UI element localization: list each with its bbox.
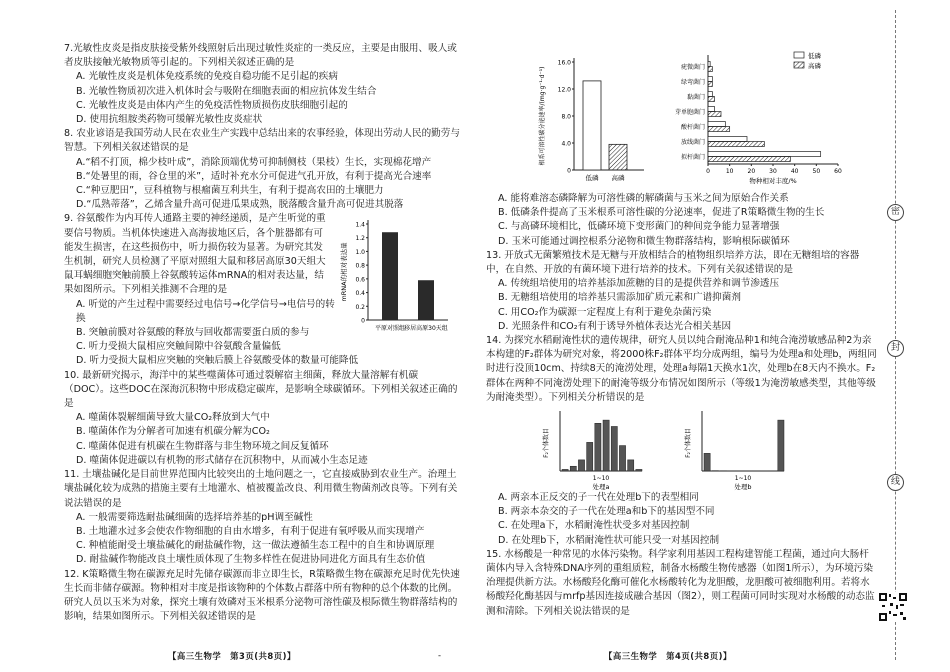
category-label: 平原对照组 — [374, 325, 406, 333]
question-12-figures — [486, 42, 878, 192]
question-10 — [64, 369, 460, 468]
question-8 — [64, 127, 460, 212]
bar — [708, 77, 712, 82]
category-label: 移居高原30天组 — [404, 325, 448, 333]
x-tick-label: 30 — [769, 168, 777, 175]
question-13-option-d: D. 光照条件和CO₂有利于诱导外植体表达光合相关基因 — [498, 320, 732, 332]
binding-circle-mi: 密 — [887, 204, 904, 221]
question-7 — [64, 42, 460, 127]
bar — [708, 122, 725, 127]
category-label: 黏菌门 — [686, 94, 705, 101]
bar — [628, 460, 634, 471]
bar — [708, 127, 730, 132]
question-11-option-c: C. 种植能耐受土壤盐碱化的耐盐碱作物，这一做法遵循生态工程中的自生和协调原理 — [76, 540, 435, 552]
question-13-stem: 13. 开放式无菌繁殖技术是无糖与开放相结合的植物组织培养方法，即在无糖组培的容器中，在自然、开放的有菌环境下进行培养的技术。下列有关叙述错误的是 — [486, 249, 860, 276]
bar — [595, 423, 601, 471]
x-range-label: 1~10 — [592, 475, 610, 483]
x-axis-label: 处理a — [592, 483, 610, 492]
question-10-option-c: C. 噬菌体促进有机碳在生物群落与非生物环境之间反复循环 — [76, 440, 329, 452]
question-9-option-b: B. 突触前膜对谷氨酸的释放与回收都需要蛋白质的参与 — [76, 327, 310, 339]
bar — [708, 112, 721, 117]
category-label: 芽单胞菌门 — [674, 109, 705, 116]
x-tick-label: 10 — [725, 168, 734, 175]
y-tick-label: 0.8 — [355, 263, 365, 271]
bar — [778, 420, 784, 471]
question-10-option-a: A. 噬菌体裂解细菌导致大量CO₂释放到大气中 — [76, 412, 270, 424]
question-14 — [486, 334, 878, 548]
bar — [562, 469, 568, 471]
question-11-option-b: B. 土地灌水过多会使农作物细胞的自由水增多，有利于促进有氧呼吸从而实现增产 — [76, 525, 425, 537]
category-label: 放线菌门 — [680, 139, 705, 146]
legend-swatch — [794, 62, 804, 68]
question-12-option-c: C. 与高磷环境相比，低磷环境下变形菌门的种间竞争能力显著增强 — [498, 221, 780, 233]
question-15-stem: 15. 水杨酸是一种常见的水体污染物。科学家利用基因工程构建智能工程菌，通过向大肠杆菌体内导入含特殊DNA序列的重组质粒，制备水杨酸生物传感器（如图1所示），为环境污染治理提供新方法。水杨酸羟化酶可催化水杨酸转化为龙胆酸，龙胆酸可被细胞利用。若将水杨酸羟化酶基因与mrfp基因连接成融合基因（图2），则工程菌可同时实现对水杨酸的动态监测和清除。下列相关说法错误的是 — [486, 548, 875, 617]
y-axis-label: mRNA的相对表达量 — [340, 242, 348, 303]
question-14-figures — [486, 405, 878, 491]
x-tick-label: 50 — [812, 168, 821, 175]
question-7-option-b: B. 光敏性物质初次进入机体时会与吸附在细胞表面的相应抗体发生结合 — [76, 85, 377, 97]
question-14-option-c: C. 在处理a下，水稻耐淹性状受多对基因控制 — [498, 520, 690, 532]
question-9-stem: 9. 谷氨酸作为内耳传人通路主要的神经递质，是产生听觉的重要信号物质。当机体快速进入高海拔地区后，各个脏器都有可能发生损害，在这些损伤中，听力损伤较为显著。为研究其发生机制，研究人员检测了平原对照组大鼠和移居高原30天组大鼠耳蜗细胞突触前膜上谷氨酸转运体mRNA的相对表达量，结果如图所示。下列相关推测不合理的是 — [64, 213, 326, 296]
question-12-soluble-carbon-chart — [532, 42, 652, 190]
y-tick-label: 0.6 — [355, 276, 365, 284]
left-page-column — [64, 42, 460, 624]
question-12 — [64, 568, 460, 625]
question-9-option-c: C. 听力受损大鼠相应突触间隙中谷氨酸含量偏低 — [76, 341, 281, 353]
y-tick-label: 0 — [361, 317, 365, 325]
question-10-option-d: D. 噬菌体促进碳以有机物的形式储存在沉积物中，从而减小生态足迹 — [76, 454, 368, 466]
y-tick-label: 0.4 — [355, 290, 365, 298]
bar — [708, 67, 712, 72]
question-13-option-b: B. 无糖组培使用的培养基只需添加矿质元素和广谱抑菌剂 — [498, 292, 741, 304]
bar — [708, 82, 712, 87]
question-14-treatment-b-chart — [682, 405, 792, 491]
bar — [583, 81, 601, 170]
question-8-option-b: B.“处暑里的雨，谷仓里的米”，适时补充水分可促进气孔开放，有利于提高光合速率 — [76, 170, 432, 182]
bar — [636, 469, 642, 471]
question-13-option-a: A. 传统组培使用的培养基添加蔗糖的目的是提供营养和调节渗透压 — [498, 278, 780, 290]
bar — [708, 62, 710, 67]
y-tick-label: 16.0 — [557, 59, 571, 67]
bar — [578, 460, 584, 471]
binding-dashed-line — [895, 10, 896, 660]
category-label: 疣微菌门 — [680, 64, 705, 71]
y-tick-label: 1.4 — [355, 221, 365, 229]
question-11-stem: 11. 土壤盐碱化是目前世界范围内比较突出的土地问题之一，它直接威胁到农业生产。治理土壤盐碱化较为成熟的措施主要有土地灌水、植被覆盖改良、利用微生物菌剂改良等。下列有关说法错误的是 — [64, 469, 458, 509]
question-14-option-a: A. 两亲本正反交的子一代在处理b下的表型相同 — [498, 492, 699, 504]
x-tick-label: 40 — [790, 168, 799, 175]
x-axis-label: 处理b — [734, 483, 752, 492]
question-11-option-a: A. 一般需要筛选耐盐碱细菌的选择培养基的pH调至碱性 — [76, 511, 313, 523]
question-9 — [64, 212, 460, 368]
legend-label: 高磷 — [808, 62, 821, 70]
bar — [609, 144, 627, 170]
bar — [708, 152, 821, 157]
x-tick-label: 60 — [834, 168, 842, 175]
question-10-option-b: B. 噬菌体作为分解者可加速有机碳分解为CO₂ — [76, 426, 270, 438]
y-axis-label: F₂个体数目 — [685, 428, 692, 458]
question-7-option-a: A. 光敏性皮炎是机体免疫系统的免疫自稳功能不足引起的疾病 — [76, 71, 338, 83]
right-page-footer: 【高三生物学 第4页(共8页)】 — [604, 651, 732, 661]
question-15 — [486, 548, 878, 619]
y-tick-label: 1.0 — [355, 249, 365, 257]
category-label: 绿弯菌门 — [680, 79, 705, 86]
question-10-stem: 10. 最新研究揭示，海洋中的某些噬菌体可通过裂解宿主细菌，释放大量溶解有机碳（DOC）。这些DOC在深海沉积物中形成稳定碳库，是影响全球碳循环。下列相关叙述正确的是 — [64, 369, 458, 410]
y-tick-label: 1.2 — [355, 235, 365, 243]
question-11-option-d: D. 耐盐碱作物能改良土壤性质体现了生物多样性在促进协同进化方面具有生态价值 — [76, 554, 426, 566]
x-tick-label: 0 — [706, 168, 710, 175]
question-9-bar-chart — [338, 214, 456, 340]
y-tick-label: 12.0 — [557, 86, 571, 94]
legend-swatch — [794, 52, 804, 58]
y-tick-label: 0 — [567, 167, 571, 175]
question-9-option-a: A. 听觉的产生过程中需要经过电信号→化学信号→电信号的转换 — [76, 298, 335, 324]
bar — [611, 427, 617, 472]
question-13 — [486, 249, 878, 334]
question-12-option-a: A. 能将难溶态磷降解为可溶性磷的解磷菌与玉米之间为原始合作关系 — [498, 193, 789, 204]
y-tick-label: 4.0 — [561, 140, 571, 148]
y-tick-label: 0.2 — [355, 304, 365, 312]
bar — [418, 281, 434, 321]
question-14-option-b: B. 两亲本杂交的子一代在处理a和b下的基因型不同 — [498, 506, 715, 518]
bar — [587, 442, 593, 471]
bar — [708, 137, 747, 142]
right-page-column — [486, 42, 878, 619]
bar — [382, 233, 398, 321]
question-12-phylum-abundance-chart — [662, 42, 858, 190]
question-8-option-d: D.“瓜熟蒂落”，乙烯含量升高可促进瓜果成熟，脱落酸含量升高可促进其脱落 — [76, 199, 404, 211]
question-8-stem: 8. 农业谚语是我国劳动人民在农业生产实践中总结出来的农事经验，体现出劳动人民的勤劳与智慧。下列相关叙述错误的是 — [64, 128, 460, 154]
bar — [708, 142, 764, 147]
bar — [708, 157, 790, 162]
question-12-option-b: B. 低磷条件提高了玉米根系可溶性碳的分泌速率，促进了R策略微生物的生长 — [498, 207, 825, 219]
bar — [570, 466, 576, 471]
question-12-stem: 12. K策略微生物在碳源充足时先储存碳源而非立即生长，R策略微生物在碳源充足时优先快速生长而非储存碳源。物种相对丰度是指该物种的个体数占群落中所有物种的总个体数的比例。研究人员以玉米为对象，探究土壤有效磷对玉米根系分泌物可溶性碳及根际微生物群落结构的影响，结果如图所示。下列相关叙述错误的是 — [64, 568, 460, 623]
binding-circle-feng: 封 — [887, 340, 904, 357]
question-11 — [64, 468, 460, 567]
footer-dash: - — [438, 650, 442, 660]
question-13-option-c: C. 用CO₂作为碳源一定程度上有利于避免杂菌污染 — [498, 306, 712, 318]
bar — [708, 97, 715, 102]
question-8-option-a: A.“稻不打顶，棉少枝叶成”，消除顶端优势可抑制侧枝（果枝）生长，实现棉花增产 — [76, 156, 432, 168]
legend-label: 低磷 — [808, 52, 821, 60]
qr-code-icon — [878, 592, 908, 622]
bar — [708, 92, 712, 97]
question-12-option-d: D. 玉米可能通过调控根系分泌物和微生物群落结构，影响根际碳循环 — [498, 235, 790, 247]
bar — [704, 453, 710, 471]
category-label: 高磷 — [611, 174, 625, 182]
question-14-treatment-a-chart — [540, 405, 650, 491]
question-9-option-d: D. 听力受损大鼠相应突触的突触后膜上谷氨酸受体的数量可能降低 — [76, 355, 359, 367]
bar — [708, 107, 715, 112]
question-12-options — [486, 192, 878, 249]
x-tick-label: 20 — [747, 168, 756, 175]
y-tick-label: 8.0 — [561, 113, 571, 121]
question-7-stem: 7.光敏性皮炎是指皮肤接受紫外线照射后出现过敏性炎症的一类反应，主要是由服用、吸人或者皮肤接触光敏物质等引起的。下列相关叙述正确的是 — [64, 43, 457, 69]
question-7-option-c: C. 光敏性皮炎是由体内产生的免疫活性物质损伤皮肤细胞引起的 — [76, 99, 348, 111]
binding-circle-xian: 线 — [887, 474, 904, 491]
question-8-option-c: C.“种豆肥田”，豆科植物与根瘤菌互利共生，有利于提高农田的土壤肥力 — [76, 185, 384, 197]
y-axis-label: F₂个体数目 — [543, 428, 550, 458]
category-label: 拟杆菌门 — [680, 154, 705, 161]
category-label: 酸杆菌门 — [680, 124, 705, 131]
y-axis-label: 根系可溶性碳分泌速率/(mg·g⁻¹·d⁻¹) — [539, 66, 546, 166]
x-range-label: 1~10 — [734, 475, 752, 483]
bar — [603, 420, 609, 471]
bar — [619, 446, 625, 471]
question-14-option-d: D. 在处理b下，水稻耐淹性状可能只受一对基因控制 — [498, 534, 720, 546]
question-14-stem: 14. 为探究水稻耐淹性状的遗传规律，研究人员以纯合耐淹品种1和纯合淹涝敏感品种2为亲本构建的F₂群体为研究对象，将2000株F₂群体平均分成两组，编号为处理a和处理b，两组同时进行没顶10cm、持续8天的淹涝处理，处理a每隔1天换水1次，处理b在8天内不换水。F₂群体在两种不同淹涝处理下的耐淹等级分布情况如图所示（等级1为淹涝敏感类型，其他等级为耐淹类型）。下列相关分析错误的是 — [486, 335, 877, 403]
category-label: 低磷 — [585, 174, 599, 182]
left-page-footer: 【高三生物学 第3页(共8页)】 — [168, 651, 296, 661]
question-7-option-d: D. 使用抗组胺类药物可缓解光敏性皮炎症状 — [76, 114, 263, 126]
x-axis-label: 物种相对丰度/% — [749, 177, 797, 185]
